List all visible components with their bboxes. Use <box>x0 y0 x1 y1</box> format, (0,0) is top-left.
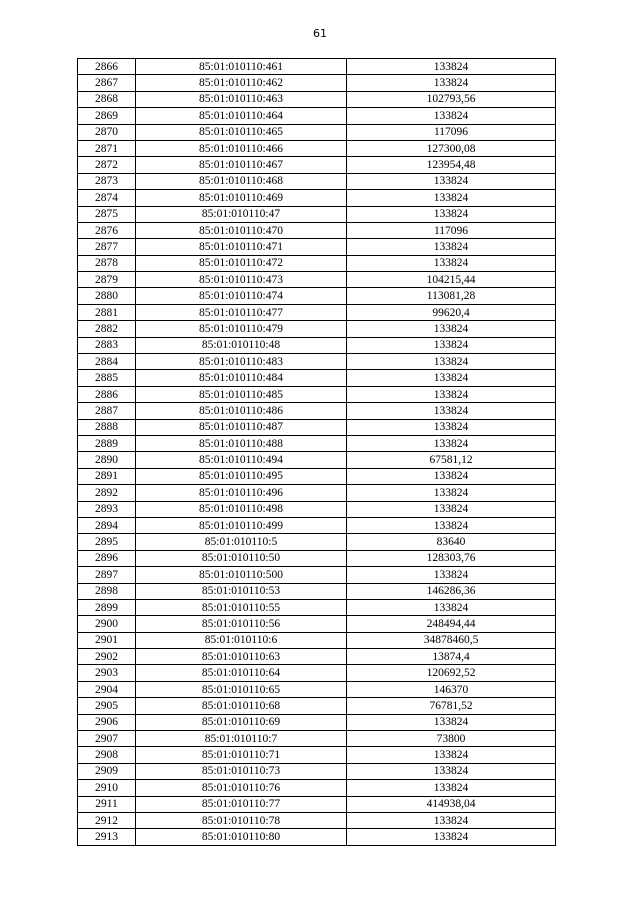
cadastral-number-cell: 85:01:010110:69 <box>136 714 347 730</box>
cadastral-number-cell: 85:01:010110:78 <box>136 812 347 828</box>
cadastral-number-cell: 85:01:010110:77 <box>136 796 347 812</box>
row-number-cell: 2867 <box>78 75 136 91</box>
cadastral-number-cell: 85:01:010110:484 <box>136 370 347 386</box>
cadastral-value-cell: 117096 <box>347 124 556 140</box>
cadastral-value-cell: 133824 <box>347 501 556 517</box>
cadastral-value-cell: 133824 <box>347 435 556 451</box>
row-number-cell: 2897 <box>78 567 136 583</box>
cadastral-number-cell: 85:01:010110:468 <box>136 173 347 189</box>
cadastral-value-cell: 104215,44 <box>347 272 556 288</box>
cadastral-number-cell: 85:01:010110:55 <box>136 599 347 615</box>
cadastral-number-cell: 85:01:010110:80 <box>136 829 347 845</box>
table-row <box>78 75 556 91</box>
cadastral-value-cell: 414938,04 <box>347 796 556 812</box>
cadastral-number-cell: 85:01:010110:483 <box>136 354 347 370</box>
row-number-cell: 2909 <box>78 763 136 779</box>
table-row <box>78 403 556 419</box>
cadastral-value-cell: 133824 <box>347 829 556 845</box>
cadastral-value-cell: 133824 <box>347 190 556 206</box>
row-number-cell: 2896 <box>78 550 136 566</box>
cadastral-value-cell: 133824 <box>347 206 556 222</box>
table-row <box>78 419 556 435</box>
table-row <box>78 665 556 681</box>
cadastral-value-cell: 133824 <box>347 354 556 370</box>
table-row <box>78 173 556 189</box>
cadastral-number-cell: 85:01:010110:467 <box>136 157 347 173</box>
row-number-cell: 2879 <box>78 272 136 288</box>
row-number-cell: 2893 <box>78 501 136 517</box>
cadastral-value-cell: 113081,28 <box>347 288 556 304</box>
cadastral-value-cell: 133824 <box>347 468 556 484</box>
cadastral-number-cell: 85:01:010110:53 <box>136 583 347 599</box>
cadastral-number-cell: 85:01:010110:473 <box>136 272 347 288</box>
table-row <box>78 468 556 484</box>
cadastral-value-cell: 133824 <box>347 75 556 91</box>
table-row <box>78 747 556 763</box>
table-row <box>78 812 556 828</box>
row-number-cell: 2873 <box>78 173 136 189</box>
table-row <box>78 140 556 156</box>
cadastral-value-cell: 248494,44 <box>347 616 556 632</box>
table-row <box>78 386 556 402</box>
cadastral-value-cell: 117096 <box>347 222 556 238</box>
table-row <box>78 91 556 107</box>
cadastral-number-cell: 85:01:010110:466 <box>136 140 347 156</box>
row-number-cell: 2878 <box>78 255 136 271</box>
table-row <box>78 272 556 288</box>
table-row <box>78 337 556 353</box>
cadastral-number-cell: 85:01:010110:63 <box>136 649 347 665</box>
table-row <box>78 517 556 533</box>
table-row <box>78 632 556 648</box>
row-number-cell: 2888 <box>78 419 136 435</box>
table-row <box>78 485 556 501</box>
cadastral-value-cell: 133824 <box>347 517 556 533</box>
table-row <box>78 649 556 665</box>
cadastral-number-cell: 85:01:010110:5 <box>136 534 347 550</box>
row-number-cell: 2882 <box>78 321 136 337</box>
cadastral-number-cell: 85:01:010110:50 <box>136 550 347 566</box>
table-row <box>78 698 556 714</box>
cadastral-value-cell: 133824 <box>347 255 556 271</box>
cadastral-value-cell: 102793,56 <box>347 91 556 107</box>
cadastral-number-cell: 85:01:010110:68 <box>136 698 347 714</box>
cadastral-value-cell: 76781,52 <box>347 698 556 714</box>
table-row <box>78 222 556 238</box>
cadastral-number-cell: 85:01:010110:477 <box>136 304 347 320</box>
row-number-cell: 2884 <box>78 354 136 370</box>
cadastral-value-cell: 133824 <box>347 108 556 124</box>
cadastral-value-cell: 133824 <box>347 337 556 353</box>
row-number-cell: 2900 <box>78 616 136 632</box>
cadastral-number-cell: 85:01:010110:496 <box>136 485 347 501</box>
table-row <box>78 796 556 812</box>
cadastral-number-cell: 85:01:010110:470 <box>136 222 347 238</box>
table-row <box>78 780 556 796</box>
row-number-cell: 2877 <box>78 239 136 255</box>
row-number-cell: 2870 <box>78 124 136 140</box>
cadastral-number-cell: 85:01:010110:485 <box>136 386 347 402</box>
table-row <box>78 124 556 140</box>
cadastral-value-cell: 133824 <box>347 599 556 615</box>
cadastral-number-cell: 85:01:010110:487 <box>136 419 347 435</box>
cadastral-value-cell: 127300,08 <box>347 140 556 156</box>
cadastral-number-cell: 85:01:010110:472 <box>136 255 347 271</box>
row-number-cell: 2875 <box>78 206 136 222</box>
cadastral-number-cell: 85:01:010110:76 <box>136 780 347 796</box>
row-number-cell: 2907 <box>78 731 136 747</box>
cadastral-value-cell: 133824 <box>347 780 556 796</box>
row-number-cell: 2886 <box>78 386 136 402</box>
cadastral-number-cell: 85:01:010110:64 <box>136 665 347 681</box>
cadastral-number-cell: 85:01:010110:463 <box>136 91 347 107</box>
cadastral-value-cell: 133824 <box>347 321 556 337</box>
table-row <box>78 288 556 304</box>
cadastral-value-cell: 133824 <box>347 485 556 501</box>
page-number: 61 <box>313 27 327 40</box>
table-row <box>78 714 556 730</box>
row-number-cell: 2872 <box>78 157 136 173</box>
row-number-cell: 2911 <box>78 796 136 812</box>
cadastral-number-cell: 85:01:010110:65 <box>136 681 347 697</box>
cadastral-number-cell: 85:01:010110:488 <box>136 435 347 451</box>
row-number-cell: 2869 <box>78 108 136 124</box>
row-number-cell: 2890 <box>78 452 136 468</box>
cadastral-number-cell: 85:01:010110:494 <box>136 452 347 468</box>
row-number-cell: 2910 <box>78 780 136 796</box>
row-number-cell: 2891 <box>78 468 136 484</box>
cadastral-value-cell: 133824 <box>347 812 556 828</box>
cadastral-value-cell: 133824 <box>347 173 556 189</box>
cadastral-number-cell: 85:01:010110:479 <box>136 321 347 337</box>
row-number-cell: 2874 <box>78 190 136 206</box>
row-number-cell: 2876 <box>78 222 136 238</box>
row-number-cell: 2881 <box>78 304 136 320</box>
cadastral-value-cell: 34878460,5 <box>347 632 556 648</box>
cadastral-value-cell: 67581,12 <box>347 452 556 468</box>
table-row <box>78 501 556 517</box>
cadastral-value-cell: 99620,4 <box>347 304 556 320</box>
cadastral-value-cell: 83640 <box>347 534 556 550</box>
row-number-cell: 2885 <box>78 370 136 386</box>
cadastral-value-cell: 133824 <box>347 714 556 730</box>
cadastral-number-cell: 85:01:010110:56 <box>136 616 347 632</box>
cadastral-number-cell: 85:01:010110:71 <box>136 747 347 763</box>
cadastral-value-cell: 128303,76 <box>347 550 556 566</box>
cadastral-number-cell: 85:01:010110:48 <box>136 337 347 353</box>
row-number-cell: 2895 <box>78 534 136 550</box>
row-number-cell: 2902 <box>78 649 136 665</box>
row-number-cell: 2903 <box>78 665 136 681</box>
table-row <box>78 255 556 271</box>
row-number-cell: 2906 <box>78 714 136 730</box>
cadastral-value-cell: 133824 <box>347 239 556 255</box>
row-number-cell: 2898 <box>78 583 136 599</box>
table-row <box>78 206 556 222</box>
table-row <box>78 681 556 697</box>
row-number-cell: 2892 <box>78 485 136 501</box>
table-row <box>78 829 556 845</box>
cadastral-value-cell: 133824 <box>347 567 556 583</box>
cadastral-value-cell: 146286,36 <box>347 583 556 599</box>
cadastral-value-cell: 133824 <box>347 59 556 75</box>
row-number-cell: 2904 <box>78 681 136 697</box>
cadastral-number-cell: 85:01:010110:474 <box>136 288 347 304</box>
cadastral-value-cell: 120692,52 <box>347 665 556 681</box>
table-row <box>78 157 556 173</box>
row-number-cell: 2889 <box>78 435 136 451</box>
table-row <box>78 567 556 583</box>
cadastral-value-cell: 133824 <box>347 763 556 779</box>
table-row <box>78 452 556 468</box>
cadastral-number-cell: 85:01:010110:469 <box>136 190 347 206</box>
cadastral-value-cell: 13874,4 <box>347 649 556 665</box>
table-row <box>78 59 556 75</box>
row-number-cell: 2894 <box>78 517 136 533</box>
table-row <box>78 599 556 615</box>
cadastral-number-cell: 85:01:010110:471 <box>136 239 347 255</box>
cadastral-value-cell: 133824 <box>347 419 556 435</box>
table-row <box>78 239 556 255</box>
row-number-cell: 2871 <box>78 140 136 156</box>
row-number-cell: 2868 <box>78 91 136 107</box>
table-row <box>78 108 556 124</box>
cadastral-value-cell: 133824 <box>347 747 556 763</box>
table-row <box>78 616 556 632</box>
row-number-cell: 2887 <box>78 403 136 419</box>
cadastral-value-cell: 133824 <box>347 386 556 402</box>
row-number-cell: 2913 <box>78 829 136 845</box>
cadastral-value-cell: 133824 <box>347 370 556 386</box>
cadastral-number-cell: 85:01:010110:499 <box>136 517 347 533</box>
cadastral-number-cell: 85:01:010110:495 <box>136 468 347 484</box>
cadastral-number-cell: 85:01:010110:73 <box>136 763 347 779</box>
table-row <box>78 304 556 320</box>
cadastral-number-cell: 85:01:010110:461 <box>136 59 347 75</box>
row-number-cell: 2899 <box>78 599 136 615</box>
table-row <box>78 731 556 747</box>
table-row <box>78 354 556 370</box>
table-row <box>78 534 556 550</box>
table-row <box>78 435 556 451</box>
cadastral-number-cell: 85:01:010110:462 <box>136 75 347 91</box>
table-row <box>78 190 556 206</box>
cadastral-number-cell: 85:01:010110:6 <box>136 632 347 648</box>
cadastral-value-cell: 146370 <box>347 681 556 697</box>
cadastral-number-cell: 85:01:010110:465 <box>136 124 347 140</box>
cadastral-value-cell: 73800 <box>347 731 556 747</box>
cadastral-number-cell: 85:01:010110:47 <box>136 206 347 222</box>
table-row <box>78 583 556 599</box>
row-number-cell: 2866 <box>78 59 136 75</box>
row-number-cell: 2880 <box>78 288 136 304</box>
table-row <box>78 370 556 386</box>
row-number-cell: 2905 <box>78 698 136 714</box>
row-number-cell: 2912 <box>78 812 136 828</box>
cadastral-value-table <box>77 58 556 846</box>
cadastral-number-cell: 85:01:010110:498 <box>136 501 347 517</box>
cadastral-value-cell: 123954,48 <box>347 157 556 173</box>
cadastral-number-cell: 85:01:010110:464 <box>136 108 347 124</box>
table-row <box>78 763 556 779</box>
table-row <box>78 550 556 566</box>
cadastral-value-cell: 133824 <box>347 403 556 419</box>
cadastral-number-cell: 85:01:010110:500 <box>136 567 347 583</box>
row-number-cell: 2901 <box>78 632 136 648</box>
table-body <box>78 59 556 846</box>
cadastral-number-cell: 85:01:010110:7 <box>136 731 347 747</box>
row-number-cell: 2883 <box>78 337 136 353</box>
table-row <box>78 321 556 337</box>
cadastral-number-cell: 85:01:010110:486 <box>136 403 347 419</box>
row-number-cell: 2908 <box>78 747 136 763</box>
